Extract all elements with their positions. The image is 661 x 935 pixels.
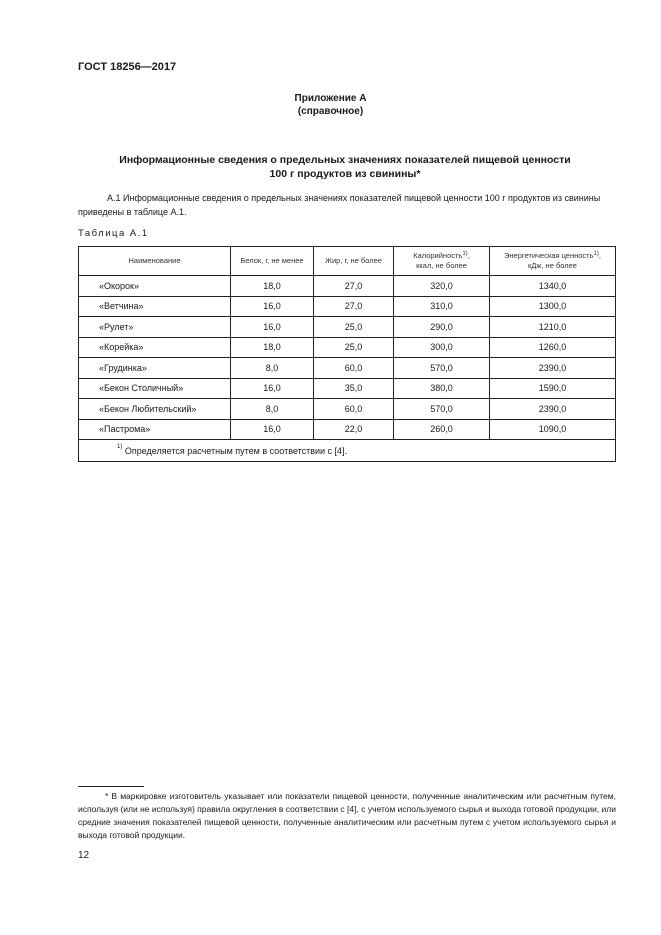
nutrition-table [78,246,616,462]
annex-title-block [0,92,661,118]
cell-protein: 16,0 [231,296,314,317]
header-energy [490,247,616,276]
cell-protein: 8,0 [231,358,314,379]
table-row [79,358,616,379]
footnote-divider [78,786,144,787]
cell-name: «Окорок» [79,276,231,297]
header-fat: Жир, г, не более [314,247,394,276]
cell-protein: 16,0 [231,317,314,338]
table-row [79,337,616,358]
cell-calories: 310,0 [394,296,490,317]
cell-name: «Бекон Любительский» [79,399,231,420]
cell-protein: 8,0 [231,399,314,420]
header-energy-comma: , [598,251,601,260]
table-caption: Таблица А.1 [78,228,149,239]
table-note-text: Определяется расчетным путем в соответствии с [4]. [124,445,348,456]
table-row [79,317,616,338]
cell-energy: 1340,0 [490,276,616,297]
cell-fat: 27,0 [314,276,394,297]
cell-name: «Пастрома» [79,419,231,440]
table-note-row [79,440,616,462]
info-heading-line2: 100 г продуктов из свинины* [269,168,421,180]
table-note-cell [79,440,616,462]
cell-fat: 60,0 [314,358,394,379]
header-calories-label: Калорийность [413,251,463,260]
cell-calories: 380,0 [394,378,490,399]
header-calories [394,247,490,276]
cell-energy: 1300,0 [490,296,616,317]
cell-calories: 570,0 [394,358,490,379]
table-note-mark: 1) [117,443,123,450]
cell-energy: 1590,0 [490,378,616,399]
cell-calories: 290,0 [394,317,490,338]
cell-name: «Грудинка» [79,358,231,379]
cell-fat: 25,0 [314,317,394,338]
cell-energy: 1260,0 [490,337,616,358]
cell-fat: 25,0 [314,337,394,358]
header-calories-comma: , [467,251,470,260]
annex-subtitle: (справочное) [297,106,364,117]
cell-protein: 18,0 [231,337,314,358]
cell-protein: 16,0 [231,378,314,399]
cell-calories: 570,0 [394,399,490,420]
cell-name: «Корейка» [79,337,231,358]
table-row [79,276,616,297]
table-row [79,378,616,399]
standard-header: ГОСТ 18256—2017 [78,61,177,73]
cell-energy: 2390,0 [490,399,616,420]
cell-fat: 27,0 [314,296,394,317]
table-header-row [79,247,616,276]
table-row [79,296,616,317]
cell-energy: 1210,0 [490,317,616,338]
cell-name: «Ветчина» [79,296,231,317]
cell-name: «Рулет» [79,317,231,338]
cell-fat: 22,0 [314,419,394,440]
header-calories-sup: 1) [462,251,468,257]
header-name: Наименование [79,247,231,276]
cell-protein: 16,0 [231,419,314,440]
cell-name: «Бекон Столичный» [79,378,231,399]
cell-fat: 60,0 [314,399,394,420]
table-body [79,276,616,440]
header-energy-sup: 1) [593,251,599,257]
intro-paragraph: А.1 Информационные сведения о предельных значениях показателей пищевой ценности 100 г продуктов из свинины приведены в таблице А.1. [78,193,601,217]
table-row [79,419,616,440]
header-energy-label: Энергетическая ценность [504,251,594,260]
cell-calories: 300,0 [394,337,490,358]
info-heading-line1: Информационные сведения о предельных значениях показателей пищевой ценности [119,154,571,166]
cell-energy: 2390,0 [490,358,616,379]
cell-calories: 320,0 [394,276,490,297]
annex-title: Приложение А [294,93,367,104]
header-protein: Белок, г, не менее [231,247,314,276]
cell-energy: 1090,0 [490,419,616,440]
table-row [79,399,616,420]
info-heading [90,153,600,181]
cell-protein: 18,0 [231,276,314,297]
cell-fat: 35,0 [314,378,394,399]
cell-calories: 260,0 [394,419,490,440]
header-energy-unit: кДж, не более [528,261,577,270]
page-number: 12 [78,850,90,861]
header-calories-unit: ккал, не более [416,261,467,270]
footnote: * В маркировке изготовитель указывает или показатели пищевой ценности, полученные аналитическим или расчетным путем, используя (или не используя) правила округления в соответствии с [4], с учетом используемого сырья и выхода готовой продукции, или средние значения показателей пищевой ценности, полученные аналитическим или расчетным путем с учетом используемого сырья и выхода готовой продукции. [78,791,617,840]
